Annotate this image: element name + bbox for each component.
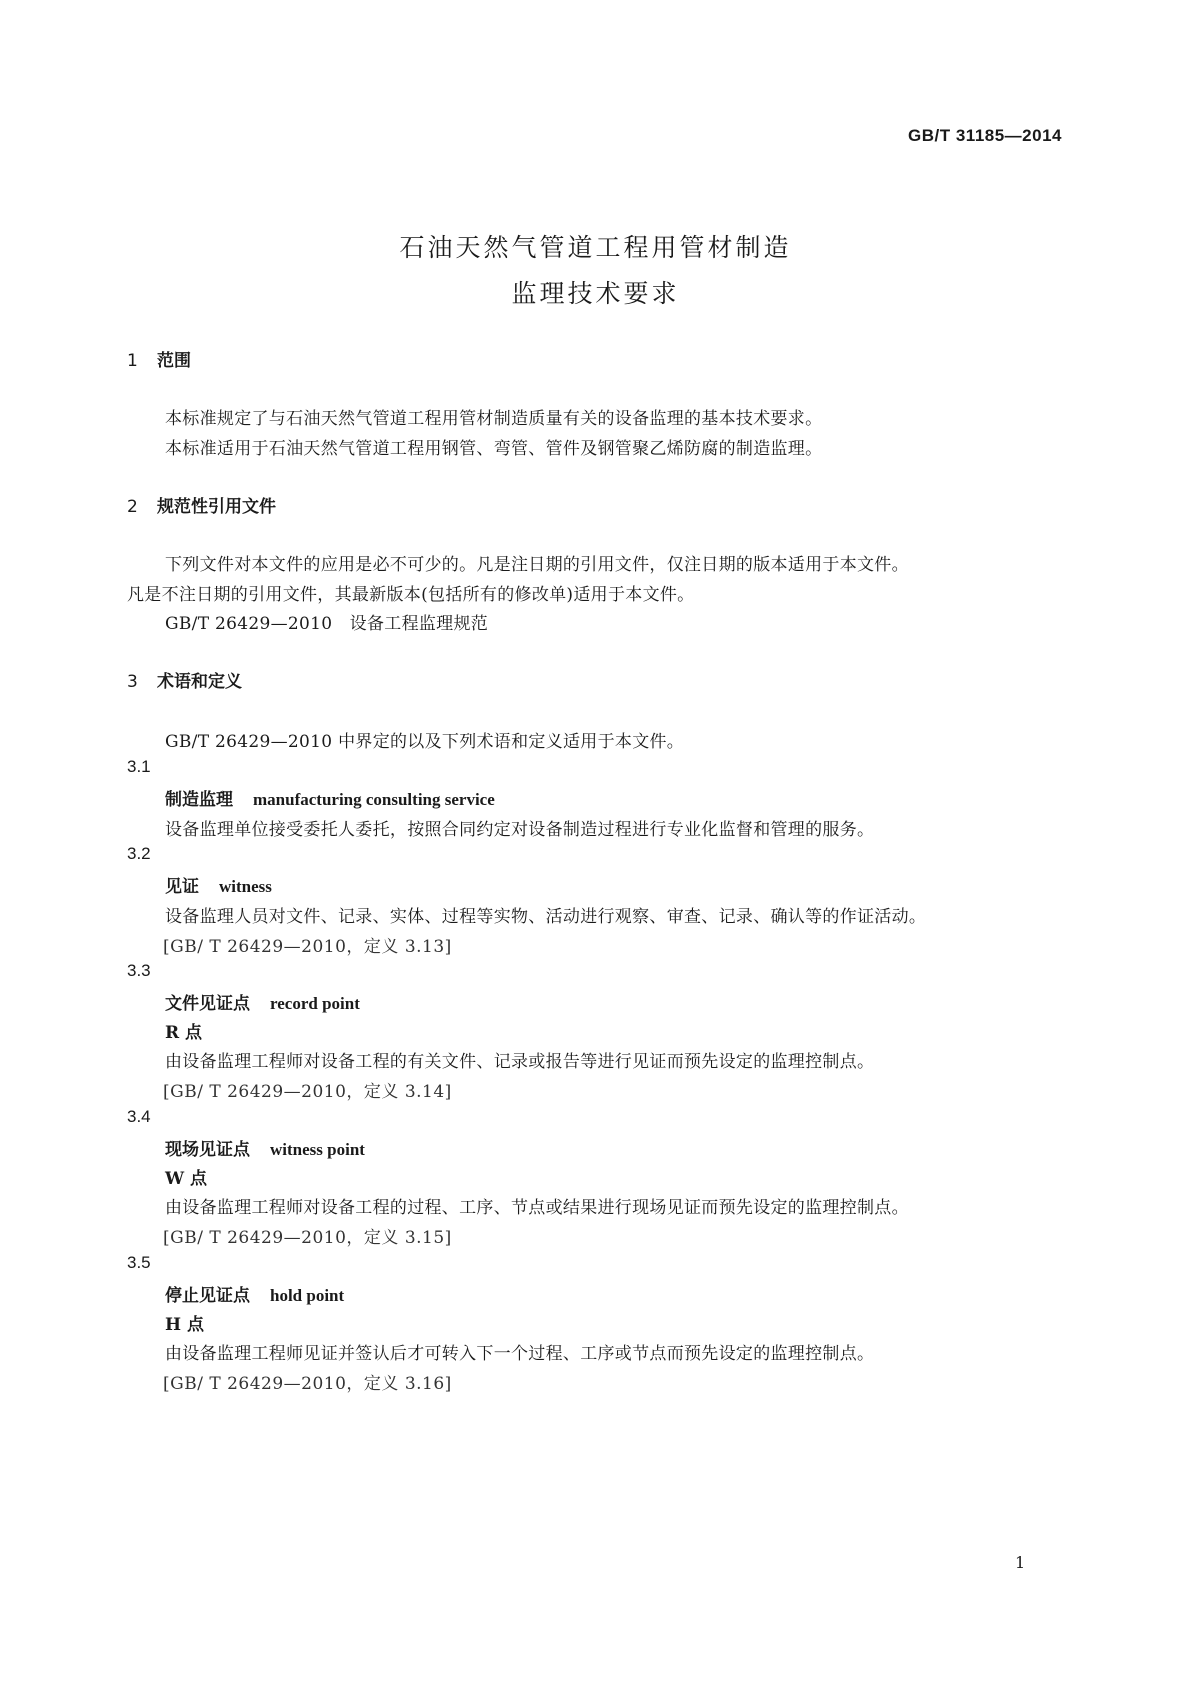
term-definition: 由设备监理工程师对设备工程的过程、工序、节点或结果进行现场见证而预先设定的监理控制点。 [165,1198,909,1218]
section-2-paragraph-1: 下列文件对本文件的应用是必不可少的。凡是注日期的引用文件，仅注日期的版本适用于本文件。 [165,555,909,575]
term-zh: 制造监理 [165,790,233,810]
term-heading [165,1281,344,1306]
section-number: 2 [127,497,138,517]
term-source: [GB/ T 26429—2010，定义 3.13] [163,937,452,957]
term-number: 3.4 [127,1107,151,1126]
term-source: [GB/ T 26429—2010，定义 3.16] [163,1374,452,1394]
term-abbreviation: W 点 [165,1169,208,1189]
term-abbreviation: H 点 [165,1315,204,1335]
term-zh: 停止见证点 [165,1286,250,1306]
term-definition: 设备监理单位接受委托人委托，按照合同约定对设备制造过程进行专业化监督和管理的服务。 [165,820,875,840]
term-number: 3.5 [127,1253,151,1272]
term-definition: 由设备监理工程师见证并签认后才可转入下一个过程、工序或节点而预先设定的监理控制点。 [165,1344,875,1364]
term-definition: 设备监理人员对文件、记录、实体、过程等实物、活动进行观察、审查、记录、确认等的作证活动。 [165,907,927,927]
term-source: [GB/ T 26429—2010，定义 3.15] [163,1228,452,1248]
term-en: witness point [270,1140,365,1159]
page-number: 1 [1015,1553,1026,1572]
term-source: [GB/ T 26429—2010，定义 3.14] [163,1082,452,1102]
section-title: 规范性引用文件 [157,497,276,517]
section-title: 术语和定义 [157,672,242,692]
term-number: 3.1 [127,757,151,776]
term-heading [165,1135,365,1160]
section-1-paragraph-1: 本标准规定了与石油天然气管道工程用管材制造质量有关的设备监理的基本技术要求。 [165,409,823,429]
section-2-paragraph-1-cont: 凡是不注日期的引用文件，其最新版本(包括所有的修改单)适用于本文件。 [127,585,695,605]
term-abbreviation: R 点 [165,1023,203,1043]
term-zh: 见证 [165,877,199,897]
term-zh: 文件见证点 [165,994,250,1014]
term-heading [165,989,360,1014]
section-3-intro: GB/T 26429—2010 中界定的以及下列术语和定义适用于本文件。 [165,732,685,752]
term-en: manufacturing consulting service [253,790,495,809]
term-heading [165,785,495,810]
term-zh: 现场见证点 [165,1140,250,1160]
term-number: 3.2 [127,844,151,863]
normative-reference: GB/T 26429—2010 设备工程监理规范 [165,614,489,634]
term-number: 3.3 [127,961,151,980]
standard-code: GB/T 31185—2014 [908,126,1062,145]
document-title-line2: 监理技术要求 [511,279,680,308]
term-en: record point [270,994,360,1013]
term-en: hold point [270,1286,345,1305]
section-number: 1 [127,351,138,371]
section-number: 3 [127,672,138,692]
term-en: witness [219,877,272,896]
term-definition: 由设备监理工程师对设备工程的有关文件、记录或报告等进行见证而预先设定的监理控制点。 [165,1052,875,1072]
document-title-line1: 石油天然气管道工程用管材制造 [399,233,792,262]
section-3-heading [127,667,242,692]
section-1-paragraph-2: 本标准适用于石油天然气管道工程用钢管、弯管、管件及钢管聚乙烯防腐的制造监理。 [165,439,823,459]
section-title: 范围 [157,351,191,371]
term-heading [165,872,272,897]
section-2-heading [127,492,276,517]
section-1-heading [127,346,191,371]
